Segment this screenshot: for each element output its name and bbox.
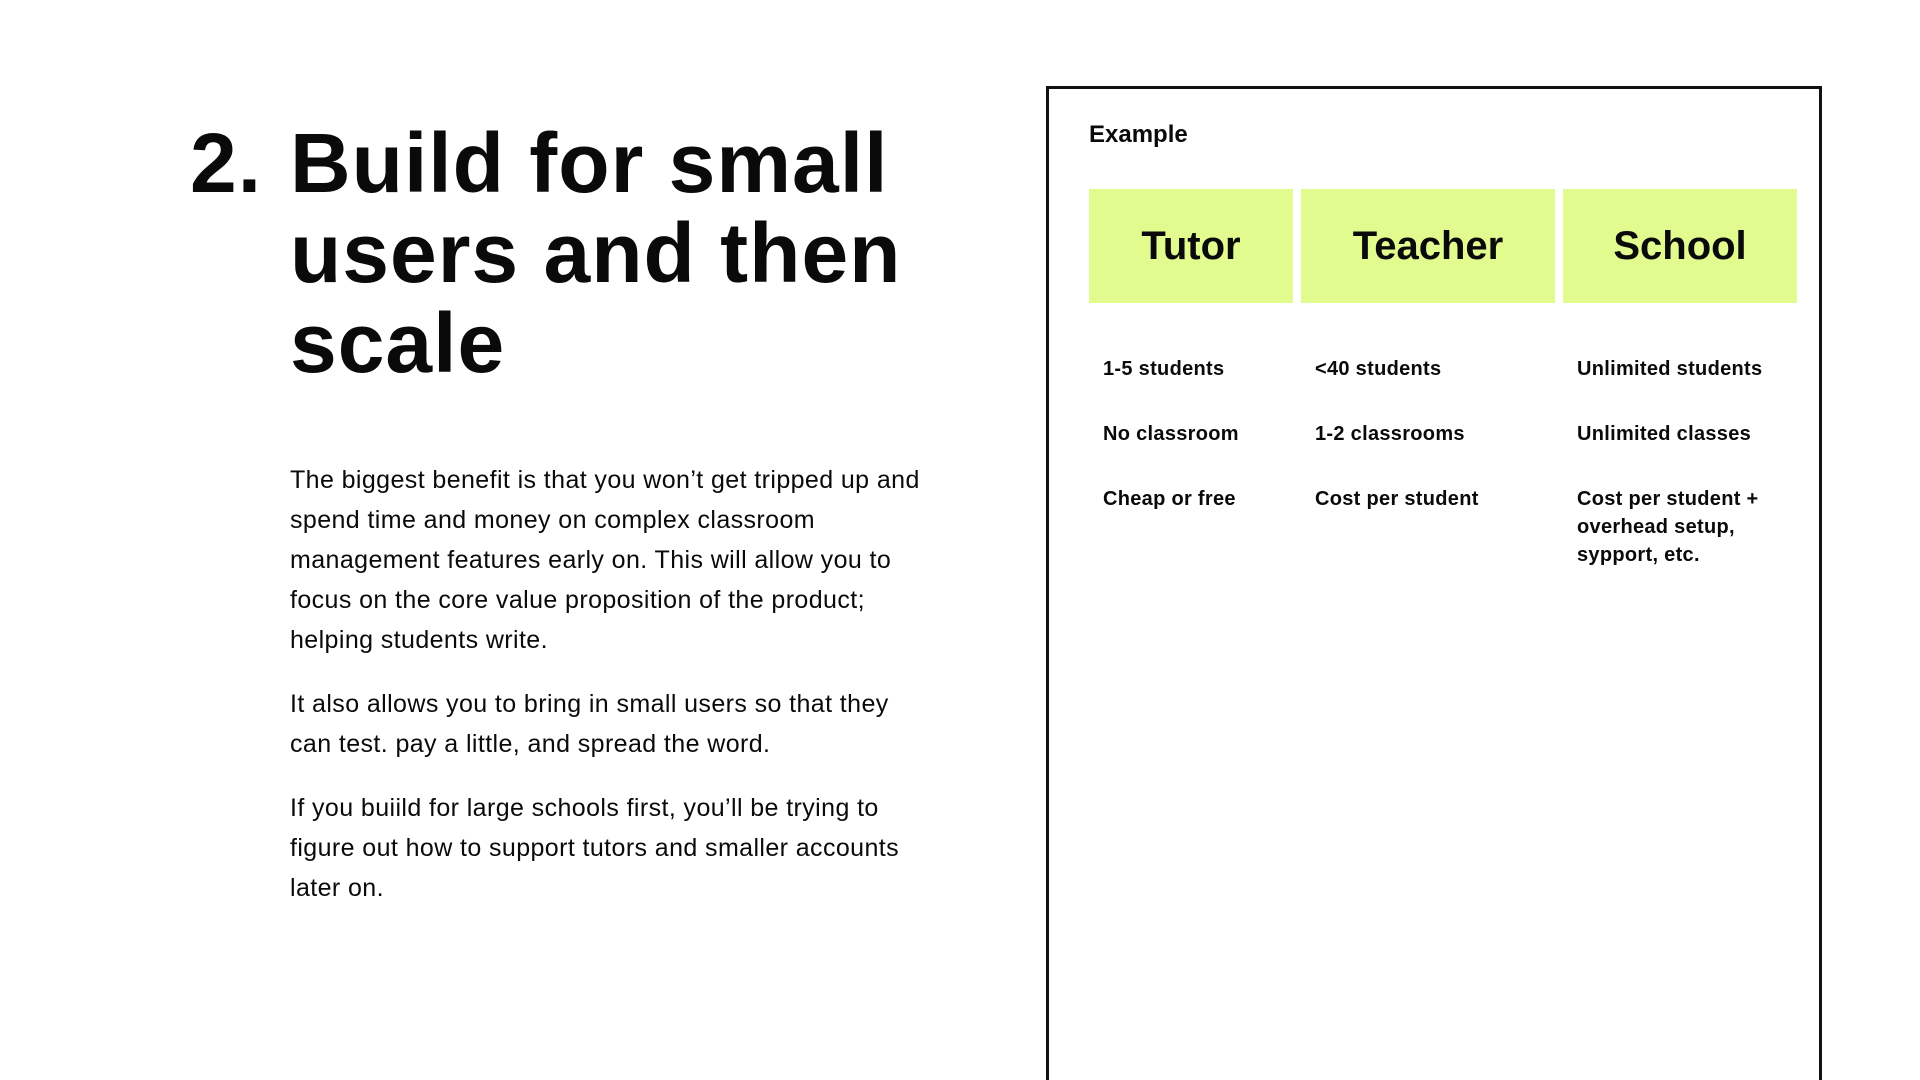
slide-body xyxy=(290,460,930,932)
slide-heading xyxy=(190,118,950,388)
school-feature-students: Unlimited students xyxy=(1577,358,1763,380)
example-panel xyxy=(1046,86,1822,1080)
example-label: Example xyxy=(1089,121,1188,148)
slide-title: Build for small users and then scale xyxy=(290,116,902,390)
tutor-features xyxy=(1089,355,1293,606)
teacher-feature-students: <40 students xyxy=(1315,358,1442,380)
teacher-feature-classrooms: 1-2 classrooms xyxy=(1315,423,1465,445)
tier-teacher-header: Teacher xyxy=(1301,189,1555,303)
tutor-feature-cost: Cheap or free xyxy=(1103,488,1236,510)
teacher-features xyxy=(1301,355,1555,606)
teacher-feature-cost: Cost per student xyxy=(1315,488,1479,510)
school-feature-classes: Unlimited classes xyxy=(1577,423,1752,445)
tutor-feature-students: 1-5 students xyxy=(1103,358,1225,380)
school-feature-cost: Cost per student + overhead setup, sypport, etc. xyxy=(1577,488,1759,566)
tier-header-row xyxy=(1089,189,1797,303)
body-paragraph-1: The biggest benefit is that you won’t get tripped up and spend time and money on complex classroom management features early on. This will allow you to focus on the core value proposition of the product; helping students write. xyxy=(290,466,920,654)
tutor-feature-classrooms: No classroom xyxy=(1103,423,1239,445)
tier-tutor-header: Tutor xyxy=(1089,189,1293,303)
school-features xyxy=(1563,355,1797,606)
slide-number: 2. xyxy=(190,116,263,210)
body-paragraph-3: If you buiild for large schools first, you’ll be trying to figure out how to support tutors and smaller accounts later on. xyxy=(290,794,900,902)
body-paragraph-2: It also allows you to bring in small users so that they can test. pay a little, and spread the word. xyxy=(290,690,889,758)
tier-school-header: School xyxy=(1563,189,1797,303)
tier-features xyxy=(1089,355,1797,606)
